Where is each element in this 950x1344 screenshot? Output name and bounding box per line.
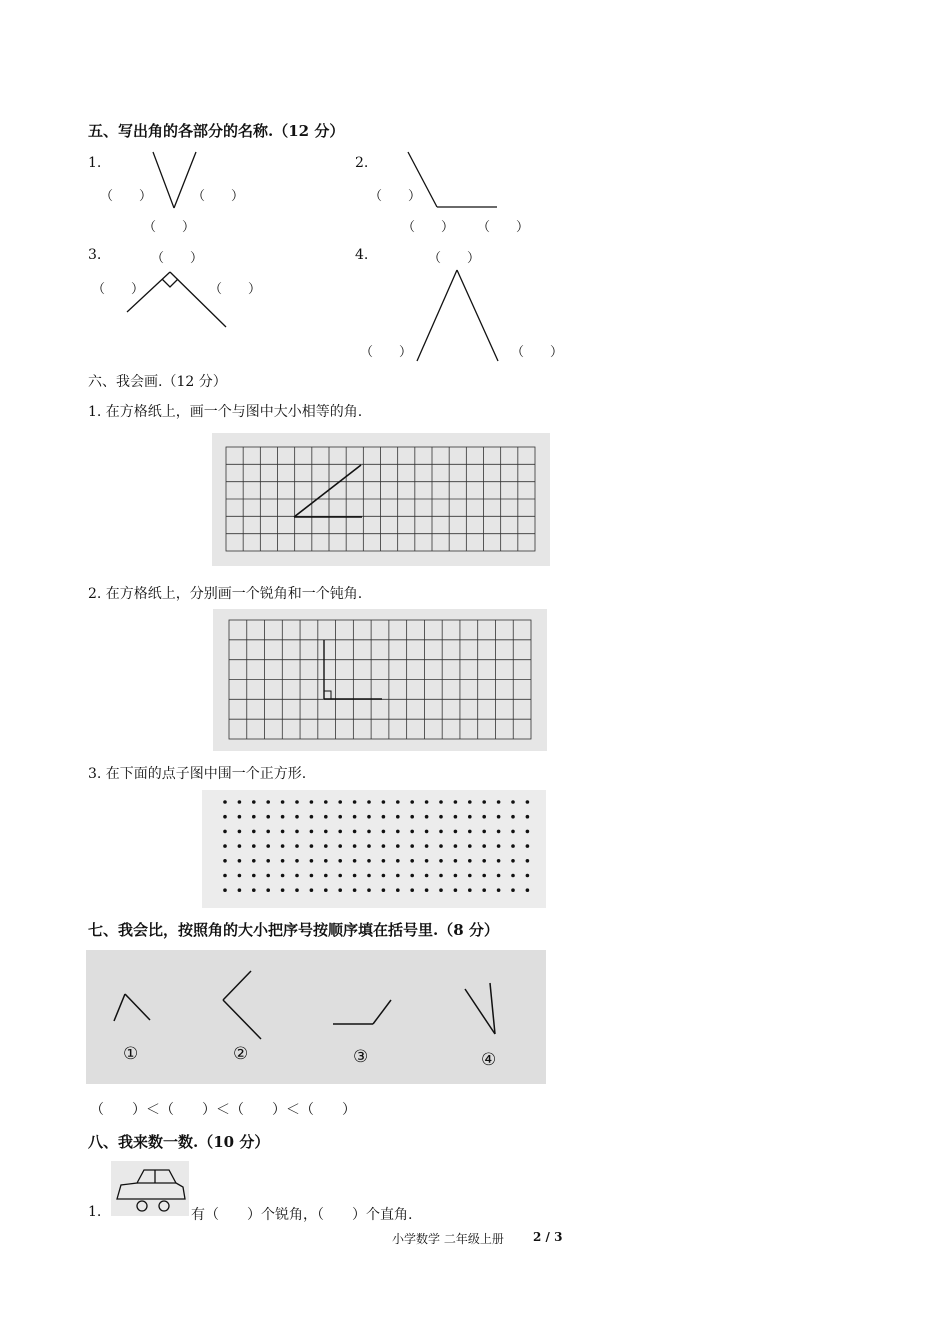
dot[interactable] <box>252 815 256 819</box>
dot[interactable] <box>324 800 328 804</box>
dot[interactable] <box>238 859 242 863</box>
dot[interactable] <box>310 800 314 804</box>
dot[interactable] <box>511 815 515 819</box>
dot[interactable] <box>382 859 386 863</box>
dot[interactable] <box>410 800 414 804</box>
dot[interactable] <box>295 815 299 819</box>
dot[interactable] <box>382 888 386 892</box>
dot[interactable] <box>324 888 328 892</box>
dot-paper[interactable] <box>202 790 546 908</box>
dot[interactable] <box>482 800 486 804</box>
dot[interactable] <box>281 874 285 878</box>
footer-subject: 小学数学 二年级上册 <box>392 1232 504 1246</box>
answer-paren[interactable]: （ ） <box>151 251 204 266</box>
answer-paren[interactable]: （ ） <box>192 189 245 204</box>
dot[interactable] <box>482 874 486 878</box>
dot[interactable] <box>238 888 242 892</box>
dot[interactable] <box>396 874 400 878</box>
dot[interactable] <box>468 859 472 863</box>
dot[interactable] <box>266 844 270 848</box>
dot[interactable] <box>468 888 472 892</box>
angle-label-2: ② <box>233 1044 249 1064</box>
compare-angles-photo <box>86 950 546 1084</box>
dot[interactable] <box>223 830 227 834</box>
dot[interactable] <box>468 844 472 848</box>
dot[interactable] <box>266 888 270 892</box>
car-drawing <box>111 1161 189 1216</box>
q6-2-text: 2. 在方格纸上，分别画一个锐角和一个钝角. <box>88 586 363 602</box>
angle-label-4: ④ <box>481 1050 497 1070</box>
dot[interactable] <box>425 844 429 848</box>
dot[interactable] <box>367 874 371 878</box>
dot[interactable] <box>238 830 242 834</box>
dot[interactable] <box>497 844 501 848</box>
q6-3-text: 3. 在下面的点子图中围一个正方形. <box>88 766 307 782</box>
angle-2-ray-a <box>223 971 251 1000</box>
dot[interactable] <box>338 859 342 863</box>
dot[interactable] <box>410 859 414 863</box>
dot[interactable] <box>367 815 371 819</box>
dot[interactable] <box>295 874 299 878</box>
dot[interactable] <box>410 815 414 819</box>
dot[interactable] <box>310 815 314 819</box>
answer-paren[interactable]: （ ） <box>92 282 145 297</box>
dot[interactable] <box>454 874 458 878</box>
dot[interactable] <box>295 844 299 848</box>
dot[interactable] <box>324 830 328 834</box>
dot[interactable] <box>238 844 242 848</box>
dot[interactable] <box>252 874 256 878</box>
dot[interactable] <box>382 874 386 878</box>
dot[interactable] <box>281 844 285 848</box>
dot[interactable] <box>497 815 501 819</box>
dot[interactable] <box>526 844 530 848</box>
dot[interactable] <box>382 800 386 804</box>
answer-paren[interactable]: （ ） <box>477 220 530 235</box>
dot[interactable] <box>266 830 270 834</box>
dot[interactable] <box>497 800 501 804</box>
dot[interactable] <box>223 888 227 892</box>
answer-paren[interactable]: （ ） <box>100 189 153 204</box>
angle-2-ray-b <box>223 1000 261 1039</box>
angle-1-ray-b <box>125 994 150 1020</box>
answer-paren[interactable]: （ ） <box>209 282 262 297</box>
dot[interactable] <box>252 800 256 804</box>
dot[interactable] <box>396 888 400 892</box>
dot[interactable] <box>266 815 270 819</box>
dot[interactable] <box>425 888 429 892</box>
dot[interactable] <box>482 859 486 863</box>
dot[interactable] <box>439 859 443 863</box>
dot[interactable] <box>223 800 227 804</box>
dot[interactable] <box>281 815 285 819</box>
dot[interactable] <box>382 830 386 834</box>
dot[interactable] <box>367 859 371 863</box>
dot[interactable] <box>425 859 429 863</box>
section6-title: 六、我会画.（12 分） <box>88 374 227 390</box>
dot[interactable] <box>223 874 227 878</box>
dot[interactable] <box>482 815 486 819</box>
dot[interactable] <box>223 859 227 863</box>
car-figure <box>111 1161 189 1216</box>
dot[interactable] <box>238 874 242 878</box>
dot[interactable] <box>310 859 314 863</box>
dot[interactable] <box>338 844 342 848</box>
dot[interactable] <box>482 844 486 848</box>
answer-paren[interactable]: （ ） <box>428 251 481 266</box>
dot[interactable] <box>396 815 400 819</box>
dot[interactable] <box>338 815 342 819</box>
dot[interactable] <box>511 800 515 804</box>
dot[interactable] <box>439 844 443 848</box>
order-answer-line[interactable]: （ ）＜（ ）＜（ ）＜（ ） <box>90 1102 356 1118</box>
dot[interactable] <box>338 830 342 834</box>
dot[interactable] <box>238 800 242 804</box>
q5-4-number: 4. <box>355 247 369 263</box>
dot[interactable] <box>497 888 501 892</box>
dot[interactable] <box>324 815 328 819</box>
dot[interactable] <box>353 859 357 863</box>
dot[interactable] <box>526 888 530 892</box>
dot[interactable] <box>223 844 227 848</box>
dot[interactable] <box>482 830 486 834</box>
dot[interactable] <box>382 844 386 848</box>
dot[interactable] <box>310 874 314 878</box>
dot[interactable] <box>252 888 256 892</box>
q5-1-number: 1. <box>88 155 102 171</box>
dot[interactable] <box>353 844 357 848</box>
dot[interactable] <box>526 830 530 834</box>
dot[interactable] <box>367 888 371 892</box>
dot[interactable] <box>425 874 429 878</box>
dot[interactable] <box>511 888 515 892</box>
answer-paren[interactable]: （ ） <box>369 189 422 204</box>
dot[interactable] <box>266 859 270 863</box>
answer-paren[interactable]: （ ） <box>402 220 455 235</box>
q5-3-number: 3. <box>88 247 102 263</box>
dot[interactable] <box>468 800 472 804</box>
answer-paren[interactable]: （ ） <box>511 345 564 360</box>
section8-title: 八、我来数一数.（10 分） <box>88 1133 270 1151</box>
dot[interactable] <box>281 859 285 863</box>
dot[interactable] <box>454 815 458 819</box>
angle-1-ray-a <box>114 994 125 1021</box>
dot[interactable] <box>410 844 414 848</box>
dot[interactable] <box>497 859 501 863</box>
dot[interactable] <box>382 815 386 819</box>
dot[interactable] <box>252 859 256 863</box>
dot[interactable] <box>454 844 458 848</box>
dot[interactable] <box>353 800 357 804</box>
grid-paper-1[interactable] <box>212 433 550 566</box>
dot[interactable] <box>266 800 270 804</box>
dot[interactable] <box>468 815 472 819</box>
dot[interactable] <box>295 800 299 804</box>
dot[interactable] <box>439 874 443 878</box>
dot[interactable] <box>281 800 285 804</box>
dot[interactable] <box>439 830 443 834</box>
dot[interactable] <box>439 888 443 892</box>
dot[interactable] <box>281 888 285 892</box>
q5-2-number: 2. <box>355 155 369 171</box>
angle-3-ray-b <box>373 1000 391 1024</box>
dot[interactable] <box>511 830 515 834</box>
dot[interactable] <box>396 830 400 834</box>
dot[interactable] <box>324 874 328 878</box>
dot[interactable] <box>353 874 357 878</box>
dot[interactable] <box>396 800 400 804</box>
dot[interactable] <box>295 859 299 863</box>
angle-label-3: ③ <box>353 1047 369 1067</box>
dot[interactable] <box>238 815 242 819</box>
dot[interactable] <box>353 888 357 892</box>
grid-lines-2 <box>213 609 547 751</box>
dot[interactable] <box>410 874 414 878</box>
dot[interactable] <box>310 844 314 848</box>
dot[interactable] <box>410 830 414 834</box>
dot[interactable] <box>353 830 357 834</box>
dot[interactable] <box>367 844 371 848</box>
dot[interactable] <box>223 815 227 819</box>
dot[interactable] <box>526 800 530 804</box>
dot[interactable] <box>425 800 429 804</box>
section7-title: 七、我会比，按照角的大小把序号按顺序填在括号里.（8 分） <box>88 921 499 939</box>
dot[interactable] <box>281 830 285 834</box>
dot[interactable] <box>526 815 530 819</box>
dot[interactable] <box>252 844 256 848</box>
dot[interactable] <box>511 874 515 878</box>
answer-paren[interactable]: （ ） <box>360 345 413 360</box>
dot[interactable] <box>252 830 256 834</box>
dot[interactable] <box>468 874 472 878</box>
dot[interactable] <box>295 888 299 892</box>
dot[interactable] <box>338 888 342 892</box>
dot[interactable] <box>454 800 458 804</box>
dot[interactable] <box>367 830 371 834</box>
dot[interactable] <box>266 874 270 878</box>
answer-paren[interactable]: （ ） <box>143 220 196 235</box>
dot[interactable] <box>353 815 357 819</box>
footer-page: 2 / 3 <box>533 1230 563 1244</box>
dot[interactable] <box>410 888 414 892</box>
dot[interactable] <box>468 830 472 834</box>
dot[interactable] <box>454 830 458 834</box>
dot[interactable] <box>338 800 342 804</box>
dot[interactable] <box>454 859 458 863</box>
dot[interactable] <box>497 830 501 834</box>
dot[interactable] <box>511 859 515 863</box>
dot[interactable] <box>338 874 342 878</box>
dot[interactable] <box>425 830 429 834</box>
dot[interactable] <box>324 844 328 848</box>
dot[interactable] <box>295 830 299 834</box>
dot[interactable] <box>396 844 400 848</box>
grid-lines-1 <box>212 433 550 566</box>
dot[interactable] <box>310 830 314 834</box>
dot[interactable] <box>526 874 530 878</box>
dot[interactable] <box>396 859 400 863</box>
dot[interactable] <box>526 859 530 863</box>
dot[interactable] <box>310 888 314 892</box>
dot[interactable] <box>482 888 486 892</box>
dot[interactable] <box>439 815 443 819</box>
dot[interactable] <box>439 800 443 804</box>
dot[interactable] <box>367 800 371 804</box>
angle-label-1: ① <box>123 1044 139 1064</box>
q8-1-text[interactable]: 有（ ）个锐角，（ ）个直角. <box>191 1207 413 1223</box>
dot[interactable] <box>324 859 328 863</box>
dot[interactable] <box>454 888 458 892</box>
dot-grid <box>202 790 546 908</box>
section5-title: 五、写出角的各部分的名称.（12 分） <box>88 122 345 140</box>
q8-1-number: 1. <box>88 1204 102 1220</box>
dot[interactable] <box>425 815 429 819</box>
q6-1-text: 1. 在方格纸上，画一个与图中大小相等的角. <box>88 404 363 420</box>
grid-paper-2[interactable] <box>213 609 547 751</box>
dot[interactable] <box>511 844 515 848</box>
compare-angles <box>86 950 546 1084</box>
dot[interactable] <box>497 874 501 878</box>
